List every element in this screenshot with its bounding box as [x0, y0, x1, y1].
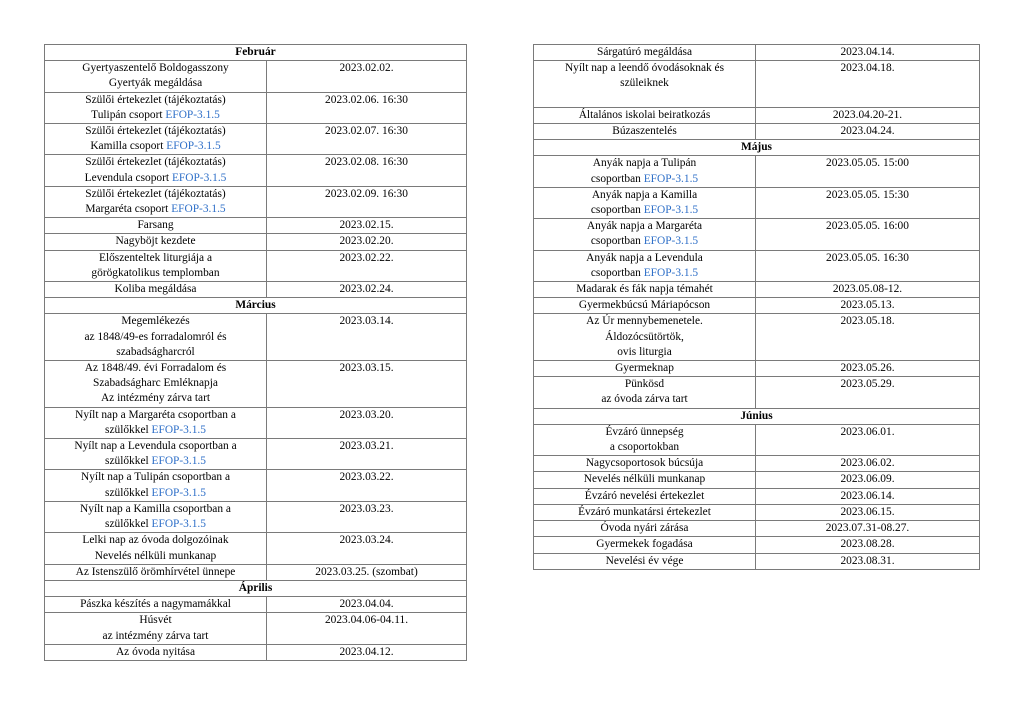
table-row: [534, 156, 980, 187]
event-text: Húsvét: [139, 614, 172, 627]
event-cell: [45, 234, 267, 250]
event-cell: [534, 361, 756, 377]
date-cell: 2023.02.24.: [267, 282, 467, 298]
event-cell: [534, 124, 756, 140]
event-text: szülőkkel: [105, 486, 152, 499]
table-row: [534, 488, 980, 504]
date-cell: 2023.05.18.: [756, 314, 980, 361]
event-cell: [534, 537, 756, 553]
table-row: [534, 472, 980, 488]
date-cell: 2023.06.01.: [756, 424, 980, 455]
table-row: [45, 597, 467, 613]
event-text: Szülői értekezlet (tájékoztatás): [85, 156, 226, 169]
event-cell: [45, 250, 267, 281]
event-cell: [534, 282, 756, 298]
event-text: Nevelés nélküli munkanap: [94, 549, 217, 562]
event-text: Áldozócsütörtök,: [605, 330, 684, 343]
table-row: [534, 107, 980, 123]
table-row: [45, 361, 467, 408]
table-row: [45, 613, 467, 644]
right-table-body: [534, 45, 980, 570]
date-cell: 2023.05.29.: [756, 377, 980, 408]
table-row: [45, 92, 467, 123]
table-row: [45, 439, 467, 470]
date-cell: 2023.05.05. 16:30: [756, 250, 980, 281]
program-code-link: EFOP-3.1.5: [151, 486, 206, 499]
date-cell: 2023.06.14.: [756, 488, 980, 504]
event-text: Az intézmény zárva tart: [100, 392, 211, 405]
program-code-link: EFOP-3.1.5: [171, 203, 226, 216]
date-cell: 2023.04.06-04.11.: [267, 613, 467, 644]
event-text: Margaréta csoport: [85, 203, 172, 216]
event-text: Anyák napja a Kamilla: [591, 188, 698, 201]
event-cell: [534, 107, 756, 123]
event-text: szülőkkel: [105, 423, 152, 436]
table-row: [45, 644, 467, 660]
event-text: Évzáró ünnepség: [605, 425, 684, 438]
program-code-link: EFOP-3.1.5: [643, 204, 699, 217]
event-text: Szülői értekezlet (tájékoztatás): [85, 125, 226, 138]
event-text: Pászka készítés a nagymamákkal: [80, 598, 231, 611]
right-schedule-table: [533, 44, 980, 570]
event-cell: [45, 407, 267, 438]
event-text: Megemlékezés: [121, 315, 190, 328]
table-row: [45, 282, 467, 298]
event-cell: [534, 156, 756, 187]
event-cell: [45, 314, 267, 361]
date-cell: 2023.05.05. 15:00: [756, 156, 980, 187]
event-text: szülőkkel: [105, 518, 152, 531]
event-text: Gyertyák megáldása: [108, 77, 203, 90]
date-cell: 2023.08.28.: [756, 537, 980, 553]
table-row: [45, 61, 467, 92]
event-text: Kamilla csoport: [90, 140, 167, 153]
month-heading: Május: [534, 140, 980, 156]
table-row: [534, 250, 980, 281]
event-cell: [534, 377, 756, 408]
table-row: [534, 45, 980, 61]
event-text: Gyermekek fogadása: [596, 538, 693, 551]
event-cell: [534, 521, 756, 537]
event-cell: [45, 361, 267, 408]
table-row: [534, 377, 980, 408]
table-row: [45, 218, 467, 234]
table-row: [45, 234, 467, 250]
table-row: [534, 124, 980, 140]
event-text: görögkatolikus templomban: [91, 266, 220, 279]
date-cell: 2023.05.08-12.: [756, 282, 980, 298]
event-cell: [534, 504, 756, 520]
event-text: Anyák napja a Tulipán: [592, 157, 697, 170]
table-row: [45, 533, 467, 564]
date-cell: 2023.02.22.: [267, 250, 467, 281]
table-row: [534, 219, 980, 250]
program-code-link: EFOP-3.1.5: [165, 108, 220, 121]
event-text: Gyertyaszentelő Boldogasszony: [82, 62, 229, 75]
month-header-row: [534, 408, 980, 424]
table-row: [45, 314, 467, 361]
date-cell: 2023.03.25. (szombat): [267, 564, 467, 580]
date-cell: 2023.05.26.: [756, 361, 980, 377]
event-text: Búzaszentelés: [612, 125, 677, 138]
table-row: [534, 537, 980, 553]
date-cell: 2023.03.24.: [267, 533, 467, 564]
event-cell: [534, 250, 756, 281]
event-cell: [45, 124, 267, 155]
month-header-row: [45, 580, 467, 596]
month-heading: Június: [534, 408, 980, 424]
event-text: Sárgatúró megáldása: [597, 46, 692, 58]
month-heading: Április: [45, 580, 467, 596]
event-text: Nevelés nélküli munkanap: [583, 473, 706, 486]
event-cell: [45, 501, 267, 532]
date-cell: 2023.04.12.: [267, 644, 467, 660]
program-code-link: EFOP-3.1.5: [151, 518, 206, 531]
event-text: Az Úr mennybemenetele.: [586, 315, 703, 328]
date-cell: 2023.04.14.: [756, 45, 980, 61]
program-code-link: EFOP-3.1.5: [151, 455, 206, 468]
date-cell: 2023.03.21.: [267, 439, 467, 470]
table-row: [534, 553, 980, 569]
event-cell: [534, 472, 756, 488]
table-row: [45, 250, 467, 281]
month-heading: Február: [45, 45, 467, 61]
event-cell: [45, 218, 267, 234]
event-text: Szülői értekezlet (tájékoztatás): [85, 93, 226, 106]
event-cell: [534, 456, 756, 472]
event-cell: [45, 533, 267, 564]
table-row: [534, 282, 980, 298]
date-cell: 2023.05.05. 15:30: [756, 187, 980, 218]
event-cell: [534, 314, 756, 361]
left-schedule-table: [44, 44, 467, 661]
event-text: Évzáró munkatársi értekezlet: [578, 505, 711, 518]
table-row: [534, 298, 980, 314]
program-code-link: EFOP-3.1.5: [643, 172, 699, 185]
event-text: szüleiknek: [620, 77, 669, 90]
event-cell: [45, 564, 267, 580]
event-text: Gyermekbúcsú Máriapócson: [578, 299, 711, 312]
table-row: [534, 504, 980, 520]
event-text: Nyílt nap a Kamilla csoportban a: [80, 502, 231, 515]
event-cell: [45, 155, 267, 186]
table-row: [534, 456, 980, 472]
event-cell: [45, 644, 267, 660]
date-cell: 2023.04.04.: [267, 597, 467, 613]
event-cell: [45, 92, 267, 123]
event-text: Pünkösd: [624, 378, 665, 391]
table-row: [534, 61, 980, 108]
date-cell: 2023.04.18.: [756, 61, 980, 108]
event-text: a csoportokban: [609, 441, 680, 454]
date-cell: 2023.03.15.: [267, 361, 467, 408]
program-code-link: EFOP-3.1.5: [151, 423, 206, 436]
event-cell: [534, 219, 756, 250]
event-cell: [534, 45, 756, 61]
date-cell: 2023.06.02.: [756, 456, 980, 472]
program-code-link: EFOP-3.1.5: [171, 171, 227, 184]
event-text: Gyermeknap: [615, 362, 674, 375]
table-row: [534, 314, 980, 361]
table-row: [45, 124, 467, 155]
event-text: Az 1848/49. évi Forradalom és: [84, 362, 227, 375]
date-cell: 2023.05.13.: [756, 298, 980, 314]
month-header-row: [45, 45, 467, 61]
event-cell: [45, 613, 267, 644]
event-text: csoportban: [590, 204, 644, 217]
date-cell: 2023.02.15.: [267, 218, 467, 234]
event-text: ovis liturgia: [617, 345, 672, 358]
event-cell: [534, 61, 756, 108]
date-cell: 2023.03.14.: [267, 314, 467, 361]
event-text: Nyílt nap a Margaréta csoportban a: [75, 408, 236, 421]
event-text: az intézmény zárva tart: [102, 629, 209, 642]
table-row: [534, 521, 980, 537]
date-cell: 2023.04.24.: [756, 124, 980, 140]
event-cell: [45, 597, 267, 613]
table-row: [534, 187, 980, 218]
event-text: Nyílt nap a Tulipán csoportban a: [80, 471, 230, 484]
program-code-link: EFOP-3.1.5: [643, 266, 699, 279]
program-code-link: EFOP-3.1.5: [643, 235, 699, 248]
event-cell: [534, 553, 756, 569]
event-text: Farsang: [137, 219, 174, 232]
event-text: az óvoda zárva tart: [601, 393, 688, 406]
event-cell: [45, 439, 267, 470]
event-text: Óvoda nyári zárása: [600, 522, 689, 535]
event-cell: [534, 187, 756, 218]
event-cell: [45, 186, 267, 217]
date-cell: 2023.06.15.: [756, 504, 980, 520]
event-text: Anyák napja a Margaréta: [586, 220, 703, 233]
date-cell: 2023.08.31.: [756, 553, 980, 569]
table-row: [45, 501, 467, 532]
table-row: [45, 155, 467, 186]
date-cell: 2023.04.20-21.: [756, 107, 980, 123]
event-text: Általános iskolai beiratkozás: [578, 108, 711, 121]
event-text: Szülői értekezlet (tájékoztatás): [85, 187, 226, 200]
table-row: [534, 361, 980, 377]
event-cell: [534, 424, 756, 455]
event-text: Nagyböjt kezdete: [115, 235, 196, 248]
event-text: csoportban: [590, 172, 644, 185]
month-heading: Március: [45, 298, 467, 314]
event-text: [643, 93, 646, 105]
event-cell: [534, 488, 756, 504]
date-cell: 2023.02.06. 16:30: [267, 92, 467, 123]
event-text: Évzáró nevelési értekezlet: [584, 489, 705, 502]
event-text: Az óvoda nyitása: [115, 645, 196, 658]
program-code-link: EFOP-3.1.5: [166, 140, 221, 153]
date-cell: 2023.05.05. 16:00: [756, 219, 980, 250]
date-cell: 2023.02.07. 16:30: [267, 124, 467, 155]
event-text: csoportban: [590, 235, 644, 248]
date-cell: 2023.02.08. 16:30: [267, 155, 467, 186]
date-cell: 2023.02.02.: [267, 61, 467, 92]
event-text: Nyílt nap a Levendula csoportban a: [74, 440, 237, 453]
event-text: Madarak és fák napja témahét: [576, 283, 713, 296]
date-cell: 2023.07.31-08.27.: [756, 521, 980, 537]
event-text: Szabadságharc Emléknapja: [93, 377, 218, 390]
event-text: szülőkkel: [105, 455, 152, 468]
date-cell: 2023.06.09.: [756, 472, 980, 488]
event-text: az 1848/49-es forradalomról és: [84, 330, 227, 343]
date-cell: 2023.02.20.: [267, 234, 467, 250]
table-row: [45, 564, 467, 580]
date-cell: 2023.02.09. 16:30: [267, 186, 467, 217]
event-text: Anyák napja a Levendula: [586, 251, 703, 264]
table-row: [45, 186, 467, 217]
event-cell: [45, 282, 267, 298]
table-row: [45, 470, 467, 501]
table-row: [45, 407, 467, 438]
event-text: Koliba megáldása: [114, 283, 197, 296]
event-text: csoportban: [590, 266, 644, 279]
table-row: [534, 424, 980, 455]
month-header-row: [534, 140, 980, 156]
event-text: Levendula csoport: [84, 171, 172, 184]
event-text: Nyílt nap a leendő óvodásoknak és: [564, 62, 725, 75]
event-cell: [45, 61, 267, 92]
event-text: Az Istenszülő örömhírvétel ünnepe: [75, 565, 236, 578]
event-text: Lelki nap az óvoda dolgozóinak: [82, 534, 229, 547]
event-text: szabadságharcról: [116, 345, 195, 358]
event-cell: [534, 298, 756, 314]
date-cell: 2023.03.20.: [267, 407, 467, 438]
event-text: Nagycsoportosok búcsúja: [585, 457, 704, 470]
event-text: Nevelési év vége: [605, 554, 684, 567]
date-cell: 2023.03.22.: [267, 470, 467, 501]
event-cell: [45, 470, 267, 501]
event-text: Tulipán csoport: [91, 108, 166, 121]
date-cell: 2023.03.23.: [267, 501, 467, 532]
event-text: Előszenteltek liturgiája a: [98, 251, 213, 264]
left-table-body: [45, 45, 467, 661]
month-header-row: [45, 298, 467, 314]
